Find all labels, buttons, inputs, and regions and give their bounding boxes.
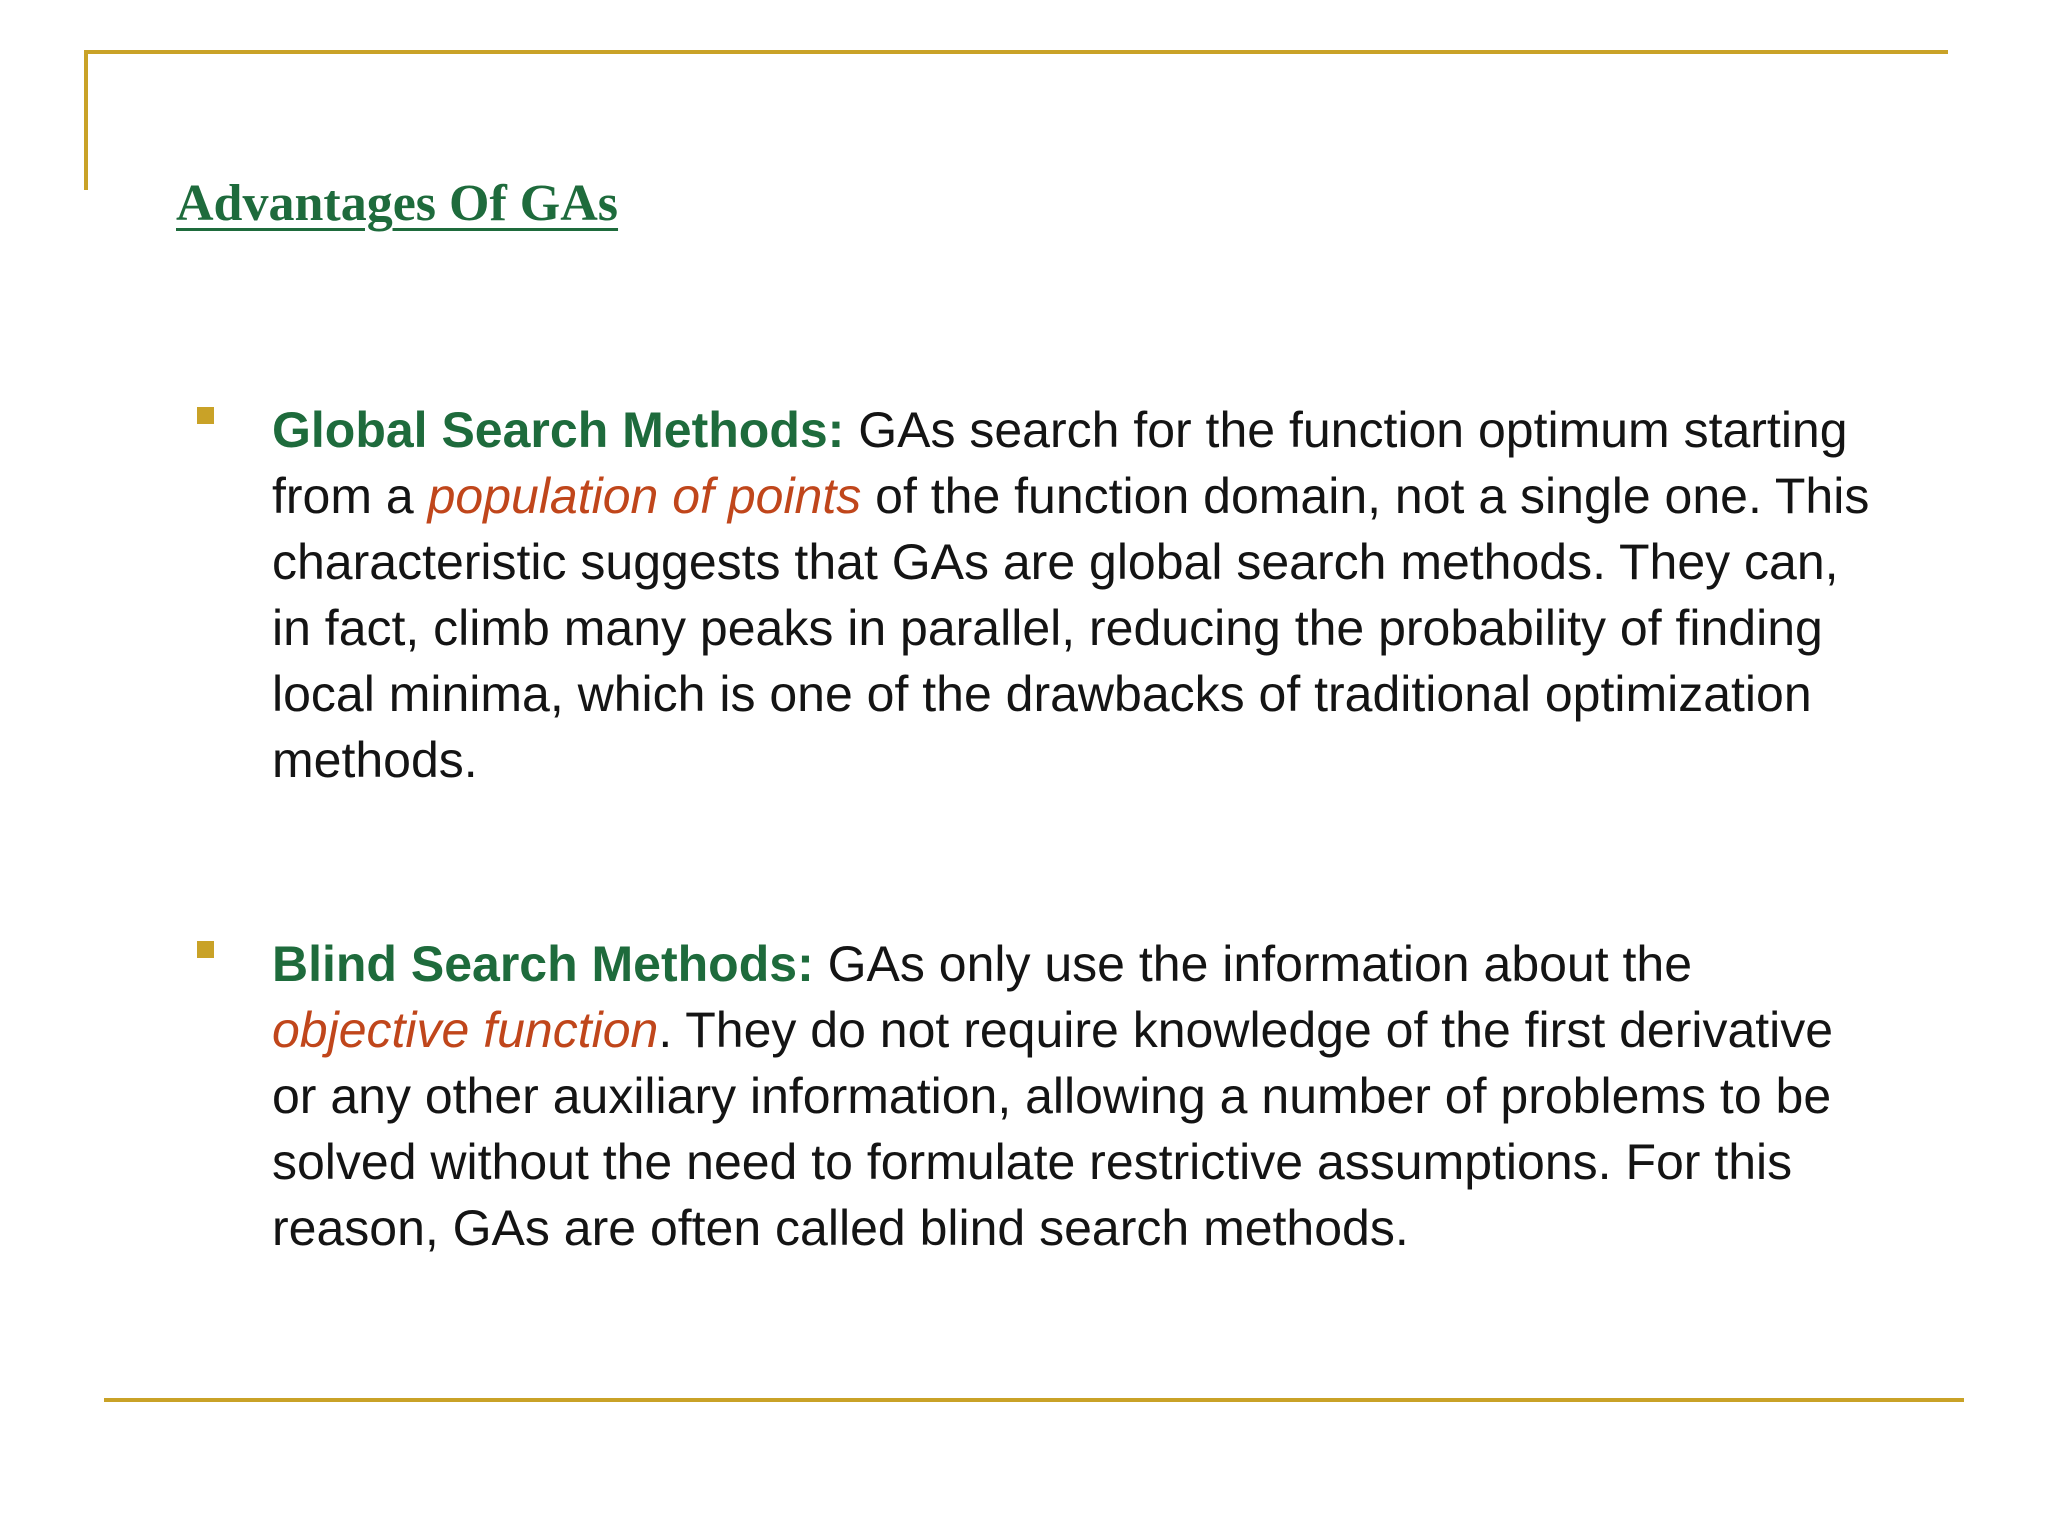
text-segment: GAs only use the information about the: [813, 936, 1693, 992]
square-bullet-icon: [197, 407, 214, 424]
emphasis-phrase: population of points: [427, 468, 862, 524]
text-segment: in fact, climb many peaks in parallel, reducing the probability of finding: [272, 600, 1823, 656]
text-segment: solved without the need to formulate restrictive assumptions. For this: [272, 1134, 1793, 1190]
bullet-term: Global Search Methods:: [272, 402, 845, 458]
text-segment: methods.: [272, 732, 478, 788]
left-decorative-rule: [84, 50, 88, 190]
square-bullet-icon: [197, 941, 214, 958]
bottom-decorative-rule: [104, 1398, 1964, 1402]
bullet-text: [272, 397, 2032, 793]
text-segment: of the function domain, not a single one. This: [861, 468, 1870, 524]
text-segment: local minima, which is one of the drawbacks of traditional optimization: [272, 666, 1812, 722]
text-segment: reason, GAs are often called blind search methods.: [272, 1200, 1409, 1256]
bullet-text: [272, 931, 2032, 1261]
text-segment: or any other auxiliary information, allowing a number of problems to be: [272, 1068, 1832, 1124]
top-decorative-rule: [86, 50, 1948, 54]
bullet-term: Blind Search Methods:: [272, 936, 814, 992]
text-segment: GAs search for the function optimum starting: [844, 402, 1848, 458]
text-segment: from a: [272, 468, 428, 524]
text-segment: . They do not require knowledge of the first derivative: [658, 1002, 1834, 1058]
text-segment: characteristic suggests that GAs are global search methods. They can,: [272, 534, 1839, 590]
slide-title: Advantages Of GAs: [176, 175, 619, 232]
emphasis-phrase: objective function: [272, 1002, 659, 1058]
